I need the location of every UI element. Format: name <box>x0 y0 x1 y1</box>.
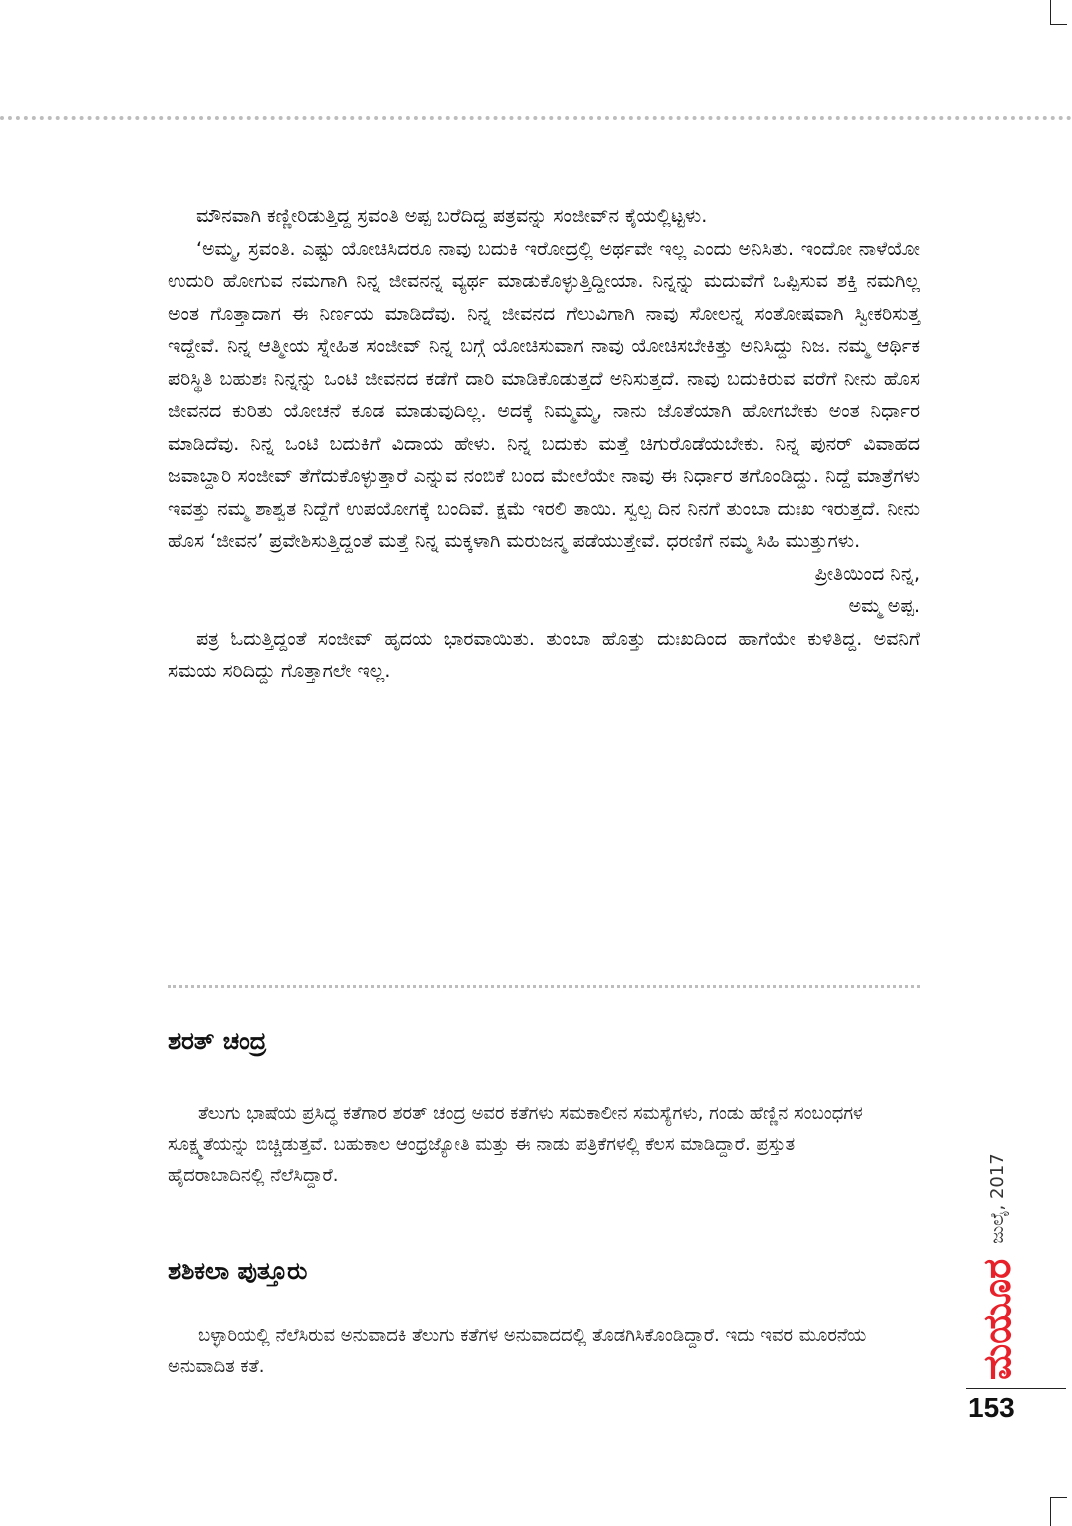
story-body <box>168 200 920 688</box>
crop-mark-top-right <box>1050 0 1067 25</box>
author-bio: ತೆಲುಗು ಭಾಷೆಯ ಪ್ರಸಿದ್ಧ ಕತೆಗಾರ ಶರತ್ ಚಂದ್ರ ಅವರ ಕತೆಗಳು ಸಮಕಾಲೀನ ಸಮಸ್ಯೆಗಳು, ಗಂಡು ಹೆಣ್ಣಿನ ಸಂಬಂಧಗಳ ಸೂಕ್ಷ್ಮತೆಯನ್ನು ಬಿಚ್ಚಿಡುತ್ತವೆ. ಬಹುಕಾಲ ಆಂಧ್ರಜ್ಯೋತಿ ಮತ್ತು ಈ ನಾಡು ಪತ್ರಿಕೆಗಳಲ್ಲಿ ಕೆಲಸ ಮಾಡಿದ್ದಾರೆ. ಪ್ರಸ್ತುತ ಹೈದರಾಬಾದಿನಲ್ಲಿ ನೆಲೆಸಿದ್ದಾರೆ. <box>168 1103 863 1186</box>
vertical-masthead <box>975 1153 1020 1380</box>
story-paragraph-closing: ಪತ್ರ ಓದುತ್ತಿದ್ದಂತೆ ಸಂಜೀವ್ ಹೃದಯ ಭಾರವಾಯಿತು. ತುಂಬಾ ಹೊತ್ತು ದುಃಖದಿಂದ ಹಾಗೆಯೇ ಕುಳಿತಿದ್ದ. ಅವನಿಗೆ ಸಮಯ ಸರಿದಿದ್ದು ಗೊತ್ತಾಗಲೇ ಇಲ್ಲ. <box>168 627 920 682</box>
magazine-logo: ಮಯೂರ <box>975 1258 1019 1380</box>
story-paragraph-opening: ಮೌನವಾಗಿ ಕಣ್ಣೀರಿಡುತ್ತಿದ್ದ ಸ್ರವಂತಿ ಅಪ್ಪ ಬರೆದಿದ್ದ ಪತ್ರವನ್ನು ಸಂಜೀವ್‌ನ ಕೈಯಲ್ಲಿಟ್ಟಳು. <box>196 205 708 227</box>
crop-mark-bottom-right <box>1050 1497 1067 1526</box>
page-number-rule <box>966 1388 1066 1389</box>
issue-date: ಜುಲೈ, 2017 <box>987 1153 1008 1244</box>
story-letter: ‘ಅಮ್ಮ, ಸ್ರವಂತಿ. ಎಷ್ಟು ಯೋಚಿಸಿದರೂ ನಾವು ಬದುಕಿ ಇರೋದ್ರಲ್ಲಿ ಅರ್ಥವೇ ಇಲ್ಲ ಎಂದು ಅನಿಸಿತು. ಇಂದೋ ನಾಳೆಯೋ ಉದುರಿ ಹೋಗುವ ನಮಗಾಗಿ ನಿನ್ನ ಜೀವನನ್ನ ವ್ಯರ್ಥ ಮಾಡುಕೊಳ್ಳುತ್ತಿದ್ದೀಯಾ. ನಿನ್ನನ್ನು ಮದುವೆಗೆ ಒಪ್ಪಿಸುವ ಶಕ್ತಿ ನಮಗಿಲ್ಲ ಅಂತ ಗೊತ್ತಾದಾಗ ಈ ನಿರ್ಣಯ ಮಾಡಿದೆವು. ನಿನ್ನ ಜೀವನದ ಗೆಲುವಿಗಾಗಿ ನಾವು ಸೋಲನ್ನ ಸಂತೋಷವಾಗಿ ಸ್ವೀಕರಿಸುತ್ತ ಇದ್ದೇವೆ. ನಿನ್ನ ಆತ್ಮೀಯ ಸ್ನೇಹಿತ ಸಂಜೀವ್ ನಿನ್ನ ಬಗ್ಗೆ ಯೋಚಿಸುವಾಗ ನಾವು ಯೋಚಿಸಬೇಕಿತ್ತು ಅನಿಸಿದ್ದು ನಿಜ. ನಮ್ಮ ಆರ್ಥಿಕ ಪರಿಸ್ಥಿತಿ ಬಹುಶಃ ನಿನ್ನನ್ನು ಒಂಟಿ ಜೀವನದ ಕಡೆಗೆ ದಾರಿ ಮಾಡಿಕೊಡುತ್ತದೆ ಅನಿಸುತ್ತದೆ. ನಾವು ಬದುಕಿರುವ ವರೆಗೆ ನೀನು ಹೊಸ ಜೀವನದ ಕುರಿತು ಯೋಚನೆ ಕೂಡ ಮಾಡುವುದಿಲ್ಲ. ಅದಕ್ಕೆ ನಿಮ್ಮಮ್ಮ, ನಾನು ಜೊತೆಯಾಗಿ ಹೋಗಬೇಕು ಅಂತ ನಿರ್ಧಾರ ಮಾಡಿದೆವು. ನಿನ್ನ ಒಂಟಿ ಬದುಕಿಗೆ ವಿದಾಯ ಹೇಳು. ನಿನ್ನ ಬದುಕು ಮತ್ತೆ ಚಿಗುರೊಡೆಯಬೇಕು. ನಿನ್ನ ಪುನರ್ ವಿವಾಹದ ಜವಾಬ್ದಾರಿ ಸಂಜೀವ್ ತೆಗೆದುಕೊಳ್ಳುತ್ತಾರೆ ಎನ್ನುವ ನಂಬಿಕೆ ಬಂದ ಮೇಲೆಯೇ ನಾವು ಈ ನಿರ್ಧಾರ ತಗೊಂಡಿದ್ದು. ನಿದ್ದೆ ಮಾತ್ರೆಗಳು ಇವತ್ತು ನಮ್ಮ ಶಾಶ್ವತ ನಿದ್ದೆಗೆ ಉಪಯೋಗಕ್ಕೆ ಬಂದಿವೆ. ಕ್ಷಮೆ ಇರಲಿ ತಾಯಿ. ಸ್ವಲ್ಪ ದಿನ ನಿನಗೆ ತುಂಬಾ ದುಃಖ ಇರುತ್ತದೆ. ನೀನು ಹೊಸ ‘ಜೀವನ’ ಪ್ರವೇಶಿಸುತ್ತಿದ್ದಂತೆ ಮತ್ತೆ ನಿನ್ನ ಮಕ್ಕಳಾಗಿ ಮರುಜನ್ಮ ಪಡೆಯುತ್ತೇವೆ. ಧರಣಿಗೆ ನಮ್ಮ ಸಿಹಿ ಮುತ್ತುಗಳು. <box>168 237 920 552</box>
top-dotted-divider <box>0 116 1072 120</box>
letter-sign-off: ಪ್ರೀತಿಯಿಂದ ನಿನ್ನ, <box>814 562 920 585</box>
translator-name: ಶಶಿಕಲಾ ಪುತ್ತೂರು <box>168 1257 308 1285</box>
page-number: 153 <box>968 1392 1015 1423</box>
author-name: ಶರತ್ ಚಂದ್ರ <box>168 1027 267 1055</box>
translator-bio: ಬಳ್ಳಾರಿಯಲ್ಲಿ ನೆಲೆಸಿರುವ ಅನುವಾದಕಿ ತೆಲುಗು ಕತೆಗಳ ಅನುವಾದದಲ್ಲಿ ತೊಡಗಿಸಿಕೊಂಡಿದ್ದಾರೆ. ಇದು ಇವರ ಮೂರನೆಯ ಅನುವಾದಿತ ಕತೆ. <box>168 1325 867 1377</box>
letter-signature: ಅಮ್ಮ ಅಪ್ಪ. <box>848 595 920 617</box>
section-dotted-divider <box>168 985 920 988</box>
